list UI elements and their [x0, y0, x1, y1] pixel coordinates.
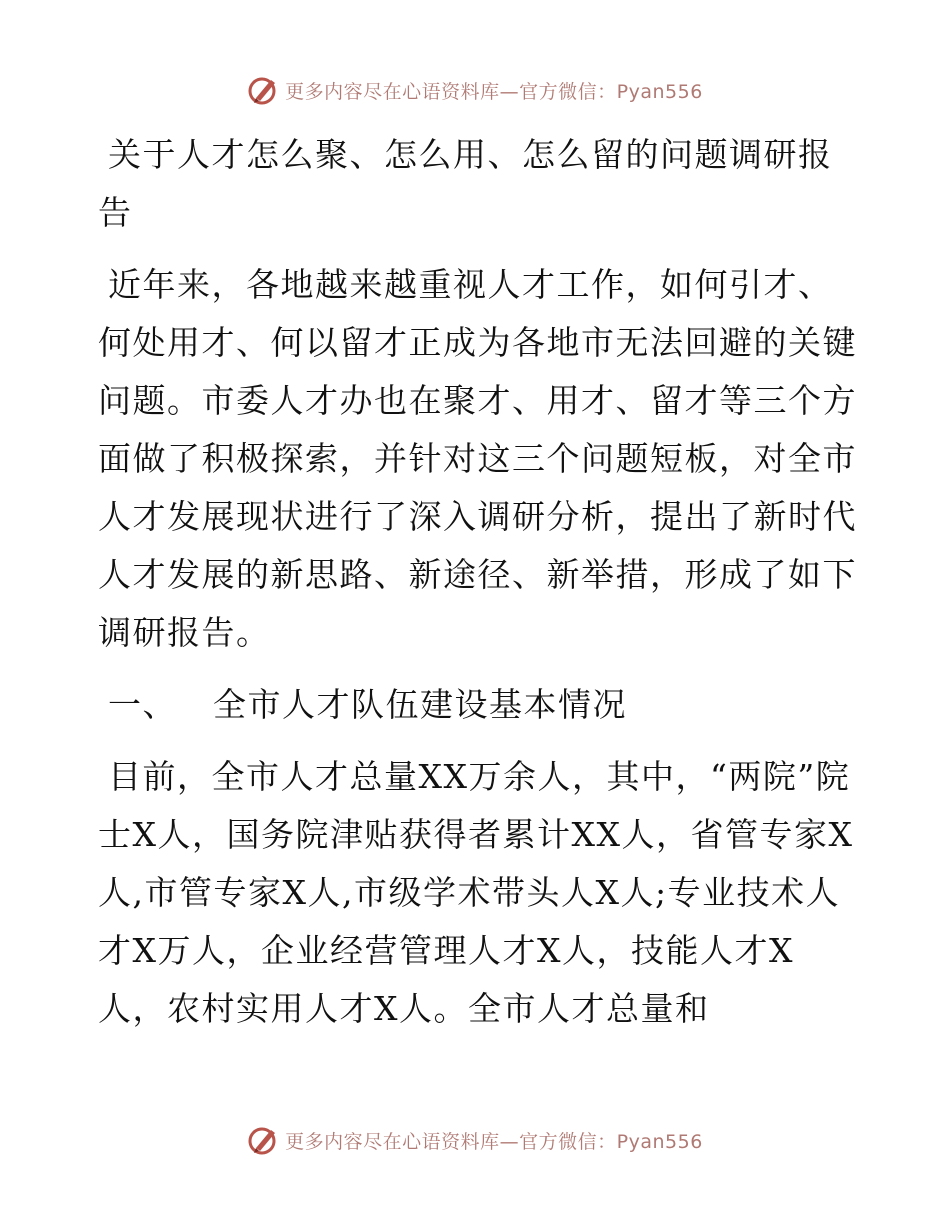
pen-logo-icon: [247, 74, 279, 106]
section-number: 一、: [108, 685, 177, 724]
section-heading: [98, 676, 858, 734]
intro-paragraph: 近年来，各地越来越重视人才工作，如何引才、何处用才、何以留才正成为各地市无法回避的关键问题。市委人才办也在聚才、用才、留才等三个方面做了积极探索，并针对这三个问题短板，对全市人才发展现状进行了深入调研分析，提出了新时代人才发展的新思路、新途径、新举措，形成了如下调研报告。: [98, 265, 857, 652]
document-title: 关于人才怎么聚、怎么用、怎么留的问题调研报告: [98, 135, 833, 232]
watermark-footer: [0, 1120, 950, 1160]
watermark-text: 更多内容尽在心语资料库—官方微信：Pyan556: [285, 80, 703, 103]
pen-logo-icon: [247, 1124, 279, 1156]
section-title: 全市人才队伍建设基本情况: [213, 685, 627, 724]
watermark-text: 更多内容尽在心语资料库—官方微信：Pyan556: [285, 1130, 703, 1153]
document-body: [98, 120, 858, 1052]
section-paragraph: 目前，全市人才总量XX万余人，其中，“两院”院士X人，国务院津贴获得者累计XX人，省管专家X人,市管专家X人,市级学术带头人X人;专业技术人才X万人，企业经营管理人才X人，技能人才X人，农村实用人才X人。全市人才总量和: [98, 757, 854, 1028]
watermark-header: [0, 70, 950, 110]
